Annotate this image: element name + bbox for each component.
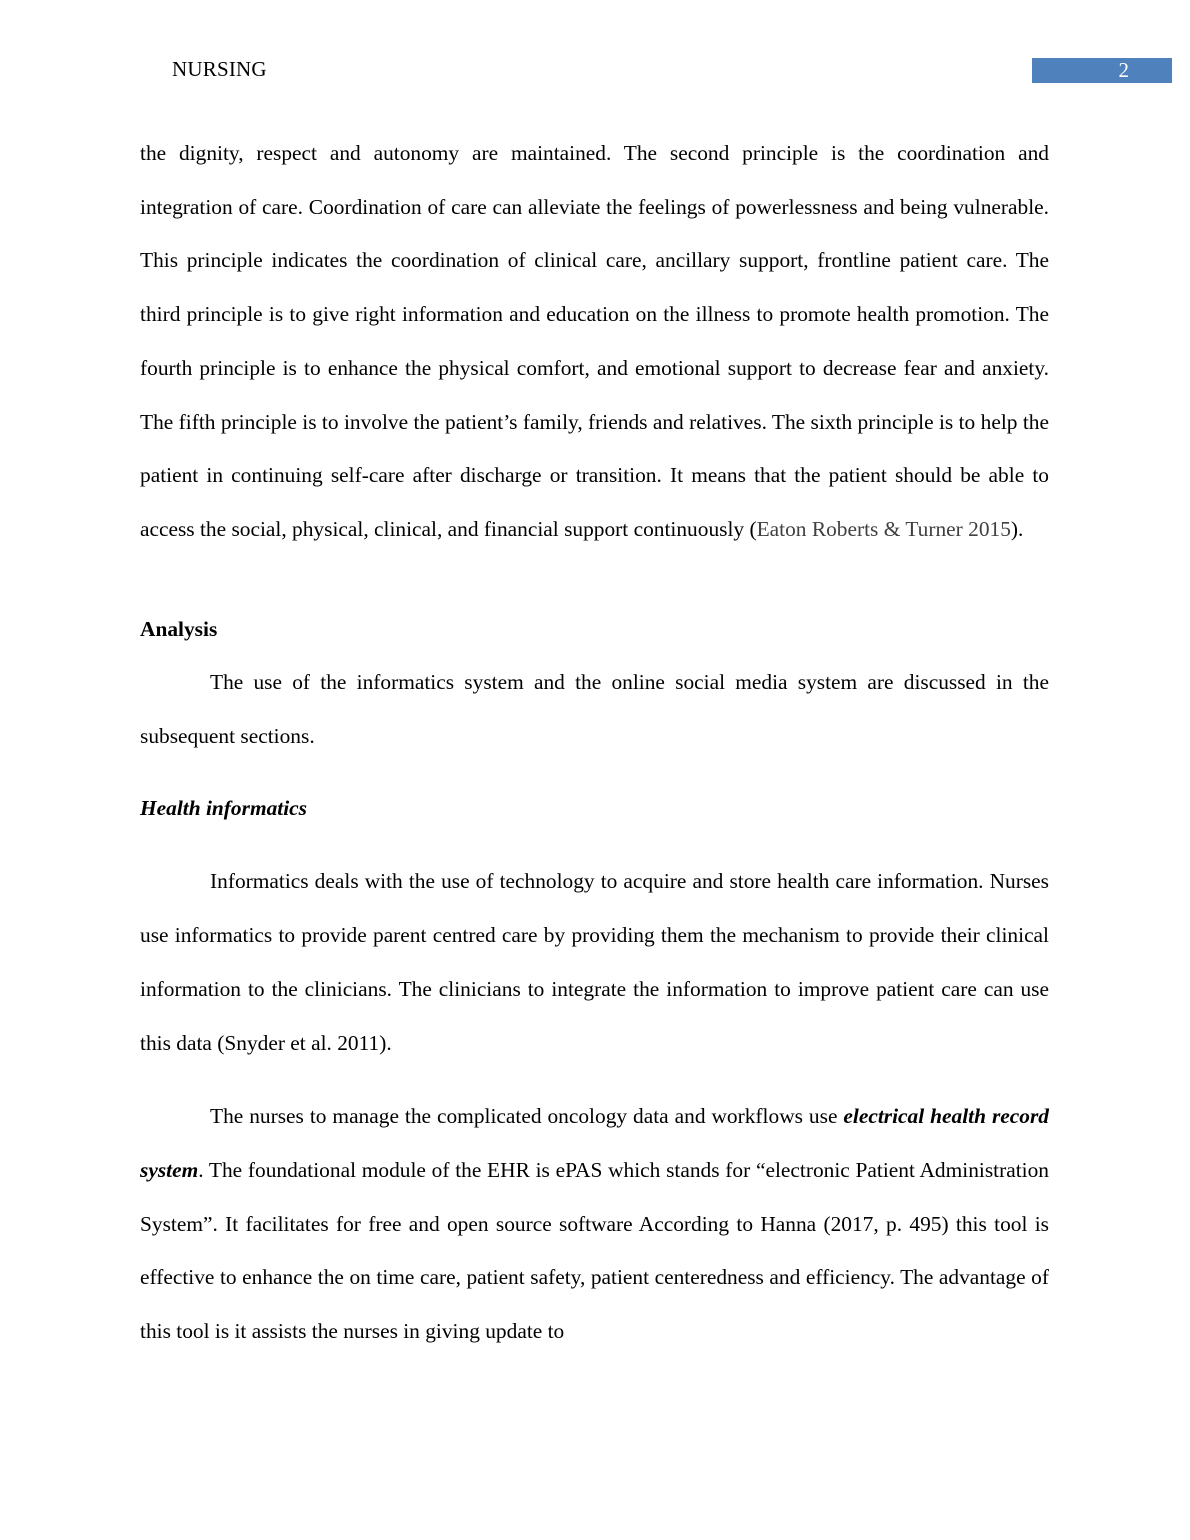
running-header: NURSING [172,57,267,81]
paragraph-principles-text: the dignity, respect and autonomy are maintained. The second principle is the coordination and integration of care. Coordination of care can alleviate the feelings of powerlessness and being vulnerable. This principle indicates the coordination of clinical care, ancillary support, frontline patient care. The third principle is to give right information and education on the illness to promote health promotion. The fourth principle is to enhance the physical comfort, and emotional support to decrease fear and anxiety. The fifth principle is to involve the patient’s family, friends and relatives. The sixth principle is to help the patient in continuing self-care after discharge or transition. It means that the patient should be able to access the social, physical, clinical, and financial support continuously ( [140,141,1049,541]
paragraph-principles-end: ). [1010,516,1024,541]
citation-eaton: Eaton Roberts & Turner 2015 [756,516,1011,541]
paragraph-principles [140,127,1049,557]
paragraph-informatics-2-rest: . The foundational module of the EHR is ePAS which stands for “electronic Patient Administration System”. It facilitates for free and open source software According to Hanna (2017, p. 495) this tool is effective to enhance the on time care, patient safety, patient centeredness and efficiency. The advantage of this tool is it assists the nurses in giving update to [140,1157,1049,1344]
heading-analysis: Analysis [140,616,218,641]
emphasis-ehr: electrical health record system [140,1104,1049,1182]
paragraph-informatics-1: Informatics deals with the use of technology to acquire and store health care information. Nurses use informatics to provide parent centred care by providing them the mechanism to provide their clinical information to the clinicians. The clinicians to integrate the information to improve patient care can use this data (Snyder et al. 2011). [140,869,1049,1055]
document-body [140,127,1049,1359]
paragraph-informatics-2 [140,1090,1049,1359]
page-number-box [1032,58,1172,83]
paragraph-informatics-2-start: The nurses to manage the complicated oncology data and workflows use [210,1104,844,1129]
page-number: 2 [1118,58,1129,82]
heading-health-informatics: Health informatics [140,795,307,820]
paragraph-analysis: The use of the informatics system and the online social media system are discussed in the subsequent sections. [140,670,1049,749]
